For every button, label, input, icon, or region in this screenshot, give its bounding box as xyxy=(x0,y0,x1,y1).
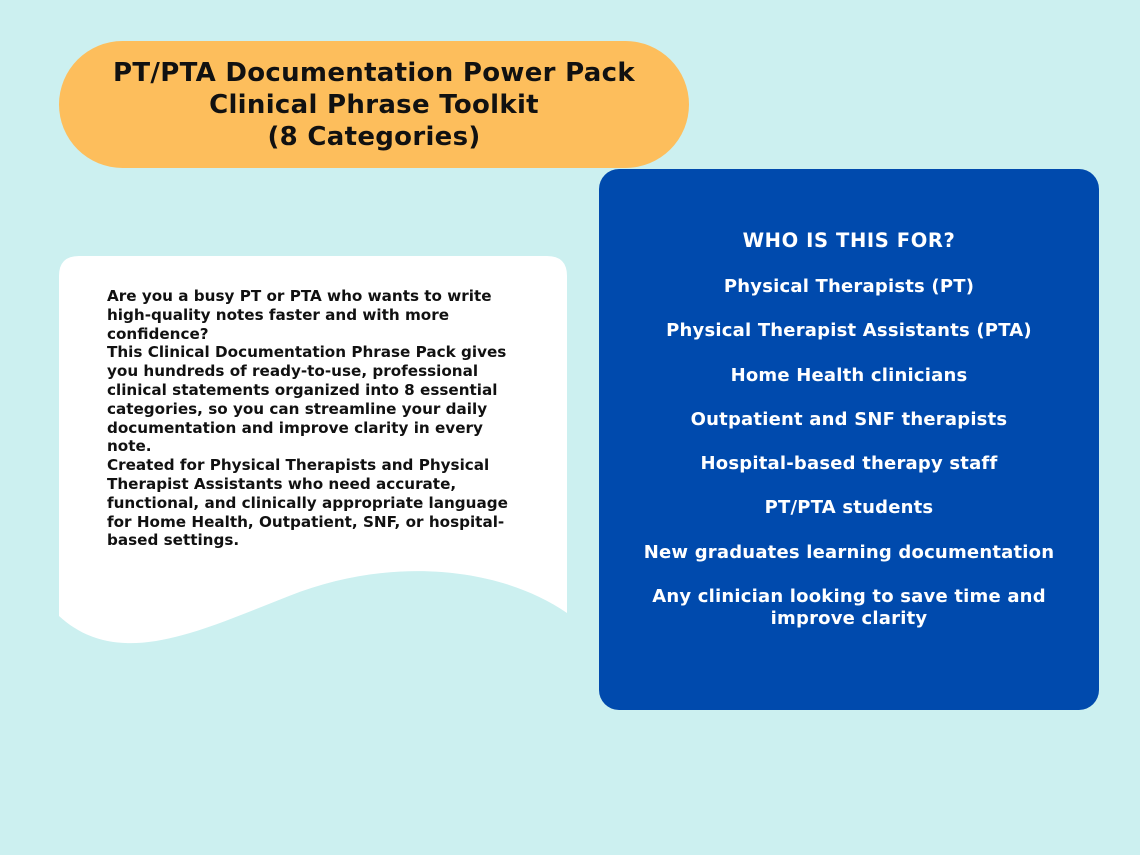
audience-item: New graduates learning documentation xyxy=(643,541,1055,563)
audience-item: Physical Therapists (PT) xyxy=(723,276,975,297)
title-line-2: Clinical Phrase Toolkit xyxy=(209,89,539,120)
audience-card xyxy=(599,169,1099,710)
intro-card xyxy=(59,256,567,656)
audience-list xyxy=(629,276,1069,630)
title-line-3: (8 Categories) xyxy=(267,121,481,152)
audience-item: Home Health clinicians xyxy=(730,364,968,386)
audience-item: PT/PTA students xyxy=(764,497,934,519)
audience-heading: WHO IS THIS FOR? xyxy=(742,229,956,252)
title-banner xyxy=(59,41,689,168)
audience-item: Hospital-based therapy staff xyxy=(700,453,998,475)
title-line-1: PT/PTA Documentation Power Pack xyxy=(113,57,635,88)
intro-paragraph: Are you a busy PT or PTA who wants to write high-quality notes faster and with more confidence? This Clinical Documentation Phrase Pack gives you hundreds of ready-to-use, professional clinical statements organized into 8 essential categories, so you can streamline your daily documentation and improve clarity in every note. Created for Physical Therapists and Physical Therapist Assistants who need accurate, functional, and clinically appropriate language for Home Health, Outpatient, SNF, or hospital-based settings. xyxy=(107,287,508,550)
audience-item: Any clinician looking to save time and improve clarity xyxy=(652,586,1046,630)
audience-item: Physical Therapist Assistants (PTA) xyxy=(666,320,1032,342)
audience-item: Outpatient and SNF therapists xyxy=(690,408,1008,430)
